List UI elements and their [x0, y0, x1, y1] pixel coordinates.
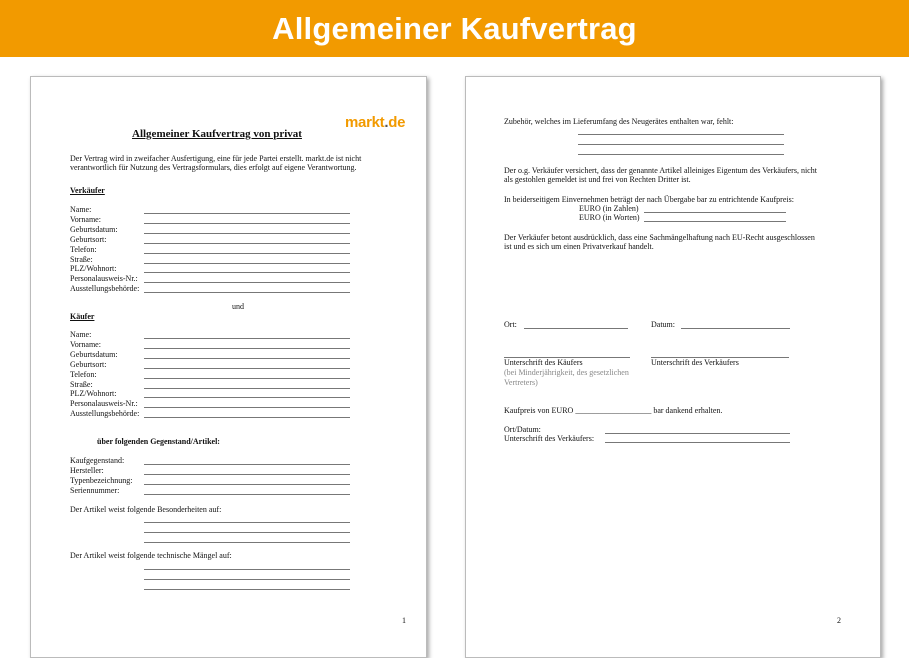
price-intro: In beiderseitigem Einvernehmen beträgt der nach Übergabe bar zu entrichtende Kaufpreis: — [504, 195, 794, 204]
banner-title: Allgemeiner Kaufvertrag — [272, 10, 637, 46]
field-label: PLZ/Wohnort: — [70, 264, 117, 274]
field-label: Straße: — [70, 254, 93, 264]
seller-signature-field-label: Unterschrift des Verkäufers: — [504, 434, 595, 443]
field-input-line[interactable] — [144, 253, 350, 254]
field-label: Seriennummer: — [70, 485, 120, 495]
page-number-2: 2 — [837, 616, 841, 625]
field-input-line[interactable] — [144, 388, 350, 389]
field-input-line[interactable] — [144, 464, 350, 465]
accessories-line[interactable] — [578, 144, 784, 145]
field-input-line[interactable] — [144, 368, 350, 369]
features-line[interactable] — [144, 542, 350, 543]
seller-signature-field-line[interactable] — [605, 442, 790, 443]
accessories-line[interactable] — [578, 134, 784, 135]
warranty-line-2: ist und es sich um einen Privatverkauf handelt. — [504, 242, 654, 251]
field-label: Vorname: — [70, 339, 101, 349]
buyer-heading: Käufer — [70, 312, 95, 321]
price-words-label: EURO (in Worten) — [579, 213, 640, 222]
field-input-line[interactable] — [144, 282, 350, 283]
header-banner — [0, 0, 909, 57]
field-label: Telefon: — [70, 369, 97, 379]
intro-line-2: verantwortlich für Nutzung des Vertragsformulars, dies erfolgt auf eigene Verantwortung. — [70, 163, 357, 172]
receipt-text: Kaufpreis von EURO ___________________ bar dankend erhalten. — [504, 406, 723, 415]
ownership-line-2: als gestohlen gemeldet ist und frei von Rechten Dritter ist. — [504, 175, 691, 184]
field-label: Straße: — [70, 379, 93, 389]
field-label: Name: — [70, 205, 92, 214]
minor-note-1: (bei Minderjährigkeit, des gesetzlichen — [504, 368, 629, 377]
field-input-line[interactable] — [144, 243, 350, 244]
place-line[interactable] — [524, 328, 628, 329]
field-label: Geburtsort: — [70, 359, 107, 369]
minor-note-2: Vertreters) — [504, 378, 538, 387]
defects-label: Der Artikel weist folgende technische Mängel auf: — [70, 551, 232, 560]
price-words-line[interactable] — [644, 221, 786, 222]
place-date-line[interactable] — [605, 433, 790, 434]
place-label: Ort: — [504, 320, 517, 329]
document-page-1 — [30, 76, 427, 658]
markt-de-logo: markt.de — [345, 114, 406, 131]
seller-heading: Verkäufer — [70, 186, 105, 195]
seller-signature-label: Unterschrift des Verkäufers — [651, 358, 739, 367]
field-label: Name: — [70, 330, 92, 339]
defects-line[interactable] — [144, 569, 350, 570]
document-title: Allgemeiner Kaufvertrag von privat — [132, 128, 302, 140]
field-input-line[interactable] — [144, 417, 350, 418]
and-label: und — [232, 302, 244, 311]
place-date-label: Ort/Datum: — [504, 425, 541, 434]
defects-line[interactable] — [144, 579, 350, 580]
field-input-line[interactable] — [144, 348, 350, 349]
field-label: Geburtsdatum: — [70, 349, 118, 359]
price-numbers-line[interactable] — [644, 212, 786, 213]
field-input-line[interactable] — [144, 474, 350, 475]
field-label: Hersteller: — [70, 465, 104, 475]
field-label: Typenbezeichnung: — [70, 475, 133, 485]
buyer-signature-label: Unterschrift des Käufers — [504, 358, 583, 367]
ownership-line-1: Der o.g. Verkäufer versichert, dass der genannte Artikel alleiniges Eigentum des Verkäufers, nicht — [504, 166, 817, 175]
field-input-line[interactable] — [144, 292, 350, 293]
field-input-line[interactable] — [144, 213, 350, 214]
date-label: Datum: — [651, 320, 675, 329]
field-label: Ausstellungsbehörde: — [70, 409, 140, 419]
intro-line-1: Der Vertrag wird in zweifacher Ausfertigung, eine für jede Partei erstellt. markt.de ist nicht — [70, 154, 362, 163]
field-input-line[interactable] — [144, 407, 350, 408]
field-input-line[interactable] — [144, 233, 350, 234]
page-number-1: 1 — [402, 616, 406, 625]
field-label: Personalausweis-Nr.: — [70, 399, 138, 409]
field-label: Ausstellungsbehörde: — [70, 284, 140, 294]
field-input-line[interactable] — [144, 358, 350, 359]
price-numbers-label: EURO (in Zahlen) — [579, 204, 639, 213]
field-label: Telefon: — [70, 244, 97, 254]
item-heading: über folgenden Gegenstand/Artikel: — [97, 437, 220, 446]
features-line[interactable] — [144, 532, 350, 533]
field-input-line[interactable] — [144, 263, 350, 264]
field-input-line[interactable] — [144, 223, 350, 224]
date-line[interactable] — [681, 328, 790, 329]
field-label: Kaufgegenstand: — [70, 456, 125, 465]
field-input-line[interactable] — [144, 397, 350, 398]
document-page-2 — [465, 76, 881, 658]
features-label: Der Artikel weist folgende Besonderheiten auf: — [70, 505, 222, 514]
features-line[interactable] — [144, 522, 350, 523]
accessories-line[interactable] — [578, 154, 784, 155]
field-label: Geburtsdatum: — [70, 224, 118, 234]
warranty-line-1: Der Verkäufer betont ausdrücklich, dass eine Sachmängelhaftung nach EU-Recht ausgeschlossen — [504, 233, 815, 242]
field-label: Geburtsort: — [70, 234, 107, 244]
field-input-line[interactable] — [144, 338, 350, 339]
field-input-line[interactable] — [144, 484, 350, 485]
field-input-line[interactable] — [144, 272, 350, 273]
accessories-label: Zubehör, welches im Lieferumfang des Neugerätes enthalten war, fehlt: — [504, 117, 734, 126]
field-label: Vorname: — [70, 214, 101, 224]
field-input-line[interactable] — [144, 378, 350, 379]
defects-line[interactable] — [144, 589, 350, 590]
field-input-line[interactable] — [144, 494, 350, 495]
field-label: Personalausweis-Nr.: — [70, 274, 138, 284]
field-label: PLZ/Wohnort: — [70, 389, 117, 399]
